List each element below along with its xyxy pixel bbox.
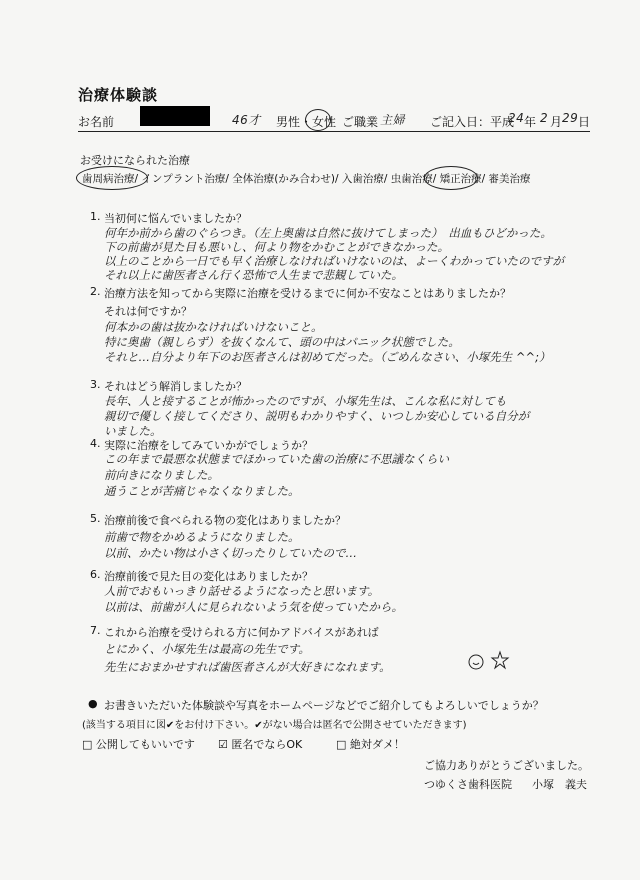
q1-answer-line: 下の前歯が見た目も悪いし、何より物をかむことができなかった。	[104, 240, 449, 254]
treatment-denture: 入歯治療	[341, 173, 384, 185]
q5-number: 5.	[90, 512, 101, 525]
date-year: 24	[508, 111, 525, 125]
separator: /	[481, 173, 486, 185]
consent-option-never[interactable]	[336, 736, 405, 752]
separator: /	[225, 173, 229, 185]
q3-answer-line: いました。	[104, 424, 162, 438]
option-label: 公開してもいいです	[95, 738, 195, 751]
gender-female-circle	[305, 109, 331, 131]
date-month-unit: 月	[550, 115, 563, 129]
header-underline	[78, 131, 590, 132]
gender-field: 男性・女性	[276, 115, 337, 129]
option-label: 匿名でならOK	[231, 738, 303, 751]
q2-question: 治療方法を知ってから実際に治療を受けるまでに何か不安なことはありましたか？	[104, 287, 511, 300]
consent-option-anonymous[interactable]	[218, 736, 302, 752]
q6-answer-line: 以前は、前歯が人に見られないよう気を使っていたから。	[104, 600, 403, 614]
separator: /	[383, 173, 388, 185]
date-day: 29	[562, 111, 579, 125]
q5-question: 治療前後で食べられる物の変化はありましたか？	[104, 514, 346, 527]
cavity-circle	[424, 166, 478, 190]
q2-answer-line: それと…自分より年下のお医者さんは初めてだった。（ごめんなさい、小塚先生 ^^;）	[104, 350, 551, 364]
q4-answer-line: 前向きになりました。	[104, 468, 219, 482]
occupation-label: ご職業	[342, 115, 379, 129]
date-day-unit: 日	[578, 115, 591, 129]
q3-number: 3.	[90, 378, 101, 391]
q1-answer-line: それ以上に歯医者さん行く恐怖で人生まで悲観していた。	[104, 268, 403, 282]
periodontal-circle	[76, 166, 148, 190]
treatment-cavity: 虫歯治療	[390, 173, 433, 185]
date-year-unit: 年	[524, 115, 537, 129]
q6-answer-line: 人前でおもいっきり話せるようになったと思います。	[104, 584, 380, 598]
option-label: 絶対ダメ！	[349, 738, 405, 751]
q3-question: それはどう解消しましたか？	[104, 380, 247, 393]
q1-question: 当初何に悩んでいましたか？	[104, 212, 247, 225]
name-label: お名前	[78, 115, 115, 129]
q7-answer-line: 先生におまかせすれば歯医者さんが大好きになれます。	[104, 660, 391, 674]
q5-answer-line: 以前、かたい物は小さく切ったりしていたので…	[104, 546, 357, 560]
consent-question: お書きいただいた体験談や写真をホームページなどでご紹介してもよろしいでしょうか？	[104, 699, 544, 712]
date-label: ご記入日：平成	[430, 115, 515, 129]
checkbox-icon[interactable]: □	[82, 738, 93, 751]
q4-answer-line: この年まで最悪な状態までほかっていた歯の治療に不思議なくらい	[104, 452, 449, 466]
separator: /	[334, 173, 339, 185]
q1-number: 1.	[90, 210, 101, 223]
q4-number: 4.	[90, 437, 101, 450]
q4-question: 実際に治療をしてみていかがでしょうか？	[104, 439, 313, 452]
separator: /	[432, 173, 437, 185]
q1-answer-line: 以上のことから一日でも早く治療しなければいけないのは、よーくわかっていたのですが	[104, 254, 564, 268]
occupation-value: 主婦	[380, 113, 406, 127]
q2-answer-line: 特に奥歯（親しらず）を抜くなんて、頭の中はパニック状態でした。	[104, 335, 460, 349]
q2-subquestion: それは何ですか？	[104, 305, 192, 318]
redacted-name	[140, 106, 210, 126]
checkbox-icon[interactable]: □	[336, 738, 347, 751]
q2-answer-line: 何本かの歯は抜かなければいけないこと。	[104, 320, 323, 334]
q7-question: これから治療を受けられる方に何かアドバイスがあれば	[104, 626, 379, 639]
q7-number: 7.	[90, 624, 101, 637]
q1-answer-line: 何年か前から歯のぐらつき。（左上奥歯は自然に抜けてしまった） 出血もひどかった。	[104, 226, 552, 240]
q6-question: 治療前後で見た目の変化はありましたか？	[104, 570, 313, 583]
thanks-text: ご協力ありがとうございました。	[424, 759, 589, 772]
q6-number: 6.	[90, 568, 101, 581]
separator: /	[134, 173, 139, 185]
treatments-label: お受けになられた治療	[80, 154, 190, 167]
treatment-implant: インプラント治療	[141, 173, 226, 185]
treatment-periodontal: 歯周病治療	[82, 173, 135, 185]
q2-number: 2.	[90, 285, 101, 298]
doctor-name: 小塚 義夫	[532, 778, 587, 791]
doodle-smiley-star-icon	[466, 650, 512, 672]
consent-bullet: ●	[88, 697, 98, 710]
checkbox-checked-icon[interactable]: ☑	[218, 738, 228, 751]
consent-note: (該当する項目に図✔をお付け下さい。✔がない場合は匿名で公開させていただきます)	[82, 720, 467, 731]
page-title: 治療体験談	[78, 86, 159, 104]
q7-answer-line: とにかく、小塚先生は最高の先生です。	[104, 642, 310, 656]
treatment-cosmetic: 審美治療	[488, 173, 531, 185]
q3-answer-line: 親切で優しく接してくださり、説明もわかりやすく、いつしか安心している自分が	[104, 409, 530, 423]
date-month: 2	[540, 111, 549, 125]
q4-answer-line: 通うことが苦痛じゃなくなりました。	[104, 484, 300, 498]
q3-answer-line: 長年、人と接することが怖かったのですが、小塚先生は、こんな私に対しても	[104, 394, 507, 408]
clinic-name: つゆくさ歯科医院	[424, 778, 512, 791]
treatment-full: 全体治療(かみ合わせ)	[232, 173, 335, 185]
q5-answer-line: 前歯で物をかめるようになりました。	[104, 530, 300, 544]
treatment-orthodontic: 矯正治療	[439, 173, 482, 185]
age-value: 46才	[232, 113, 261, 127]
consent-option-public[interactable]	[82, 736, 195, 752]
